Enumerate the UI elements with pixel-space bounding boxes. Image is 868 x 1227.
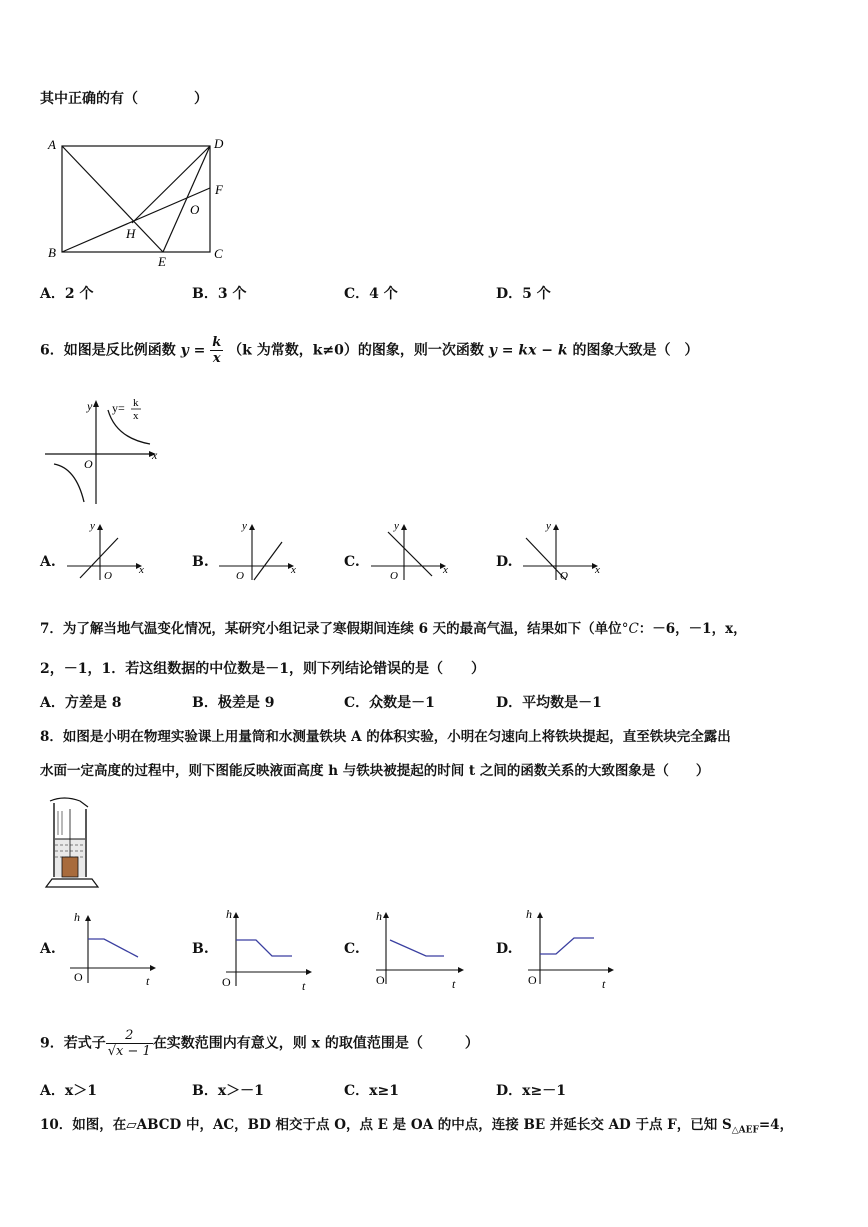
q8-d-t: t [602,977,606,991]
label-o: O [190,202,200,217]
q8-line2: 水面一定高度的过程中，则下图能反映液面高度 h 与铁块被提起的时间 t 之间的函数关系的大致图象是（ ） [40,763,710,779]
q5-stem: 其中正确的有（ ） [40,91,208,107]
q9-option-c: C．x≥1 [344,1083,399,1099]
q6-stem [40,335,698,366]
q6-fraction [210,335,223,366]
q5-option-b: B．3 个 [192,286,247,302]
q9-option-b: B．x＞－1 [192,1083,264,1099]
q6-option-b-label: B. [192,554,209,570]
label-c: C [214,246,223,261]
q7-option-d: D．平均数是－1 [496,695,602,711]
label-b: B [48,245,56,260]
svg-text:O: O [390,570,398,582]
q5-option-c: C．4 个 [344,286,398,302]
q7-option-c: C．众数是－1 [344,695,435,711]
q8-a-o: O [74,970,83,984]
q9-option-d: D．x≥－1 [496,1083,566,1099]
svg-text:x: x [595,564,600,576]
q9-radicand: x − 1 [116,1044,151,1059]
q9-stem-b: 在实数范围内有意义，则 x 的取值范围是（ ） [152,1035,479,1052]
svg-text:x: x [443,564,448,576]
q5-rectangle-figure [40,130,240,270]
q9-frac-num: 2 [106,1028,153,1044]
q8-b-t: t [302,979,306,992]
q6-stem-c: 的图象大致是（ ） [572,342,699,359]
q6-hyperbola-figure [40,392,170,507]
svg-text:y: y [394,520,399,532]
label-a: A [48,137,56,152]
q6-option-c-label: C. [344,554,360,570]
svg-text:y: y [546,520,551,532]
q9-stem [40,1028,479,1059]
q8-option-d-label: D. [496,941,513,957]
q9-fraction [106,1028,153,1059]
q9-option-a: A．x＞1 [40,1083,97,1099]
q8-d-o: O [528,973,537,987]
q7-option-a: A．方差是 8 [40,695,122,711]
q10-text: 10．如图，在▱ABCD 中，AC，BD 相交于点 O，点 E 是 OA 的中点，连接 BE 并延长交 AD 于点 F，已知 S [40,1117,732,1133]
q8-a-h: h [74,910,80,924]
label-d: D [214,136,224,151]
q8-option-a-graph [64,905,164,990]
q8-a-t: t [146,974,150,988]
q9-frac-den: √x − 1 [107,1044,151,1059]
q6-fig-o: O [84,457,93,471]
q6-fig-xx: x [133,410,139,422]
q7-line2: 2，－1，1．若这组数据的中位数是－1，则下列结论错误的是（ ） [40,661,485,677]
q8-c-o: O [376,973,385,987]
label-e: E [158,254,166,269]
q5-option-a: A．2 个 [40,286,94,302]
q8-option-b-graph [220,902,320,992]
q8-option-c-graph [372,902,472,992]
label-h: H [126,226,136,241]
q8-option-d-graph [522,902,622,992]
q6-option-d-label: D. [496,554,513,570]
q6-frac-y: y = [180,342,206,359]
q6-option-a-graph [62,518,152,583]
q6-frac-num: k [212,335,222,350]
q10-sub: △AEF [731,1125,759,1136]
q6-option-c-graph [366,518,456,583]
q6-stem-a: 6．如图是反比例函数 [40,342,176,359]
svg-text:O: O [104,570,112,582]
q7-unit: °C [621,621,639,637]
svg-text:x: x [291,564,296,576]
q8-c-t: t [452,977,456,991]
q10-line [40,1116,793,1140]
q6-option-d-graph [518,518,608,583]
svg-text:y: y [90,520,95,532]
q6-frac-den: x [212,351,221,366]
q10-tail: =4， [758,1117,794,1133]
q8-b-o: O [222,975,231,989]
q7-line1 [40,620,747,638]
q8-cylinder-figure [40,795,110,895]
label-f: F [215,182,223,197]
svg-text:O: O [236,570,244,582]
q8-option-a-label: A. [40,941,56,957]
q7-line1-tail: ：－6，－1，x， [638,621,747,637]
svg-text:O: O [560,570,568,582]
q5-option-d: D．5 个 [496,286,551,302]
svg-text:y: y [242,520,247,532]
q8-option-c-label: C. [344,941,360,957]
q6-stem-b: （k 为常数，k≠0）的图象，则一次函数 [228,342,484,359]
q6-fig-k: k [133,397,139,409]
q7-option-b: B．极差是 9 [192,695,275,711]
q6-option-b-graph [214,518,304,583]
q8-option-b-label: B. [192,941,209,957]
svg-text:x: x [139,564,144,576]
q8-d-h: h [526,907,532,921]
q8-line1: 8．如图是小明在物理实验课上用量筒和水测量铁块 A 的体积实验，小明在匀速向上将铁块提起，直至铁块完全露出 [40,729,731,745]
q8-b-h: h [226,907,232,921]
q6-fig-label: y= [112,401,125,415]
q6-option-a-label: A. [40,554,56,570]
q7-line1-text: 7．为了解当地气温变化情况，某研究小组记录了寒假期间连续 6 天的最高气温，结果如下（单位 [40,621,622,637]
q8-c-h: h [376,909,382,923]
q6-fig-x: x [152,448,158,462]
q6-linear: y = kx − k [488,342,568,359]
q9-stem-a: 9．若式子 [40,1035,106,1052]
q6-fig-y: y [87,399,93,413]
